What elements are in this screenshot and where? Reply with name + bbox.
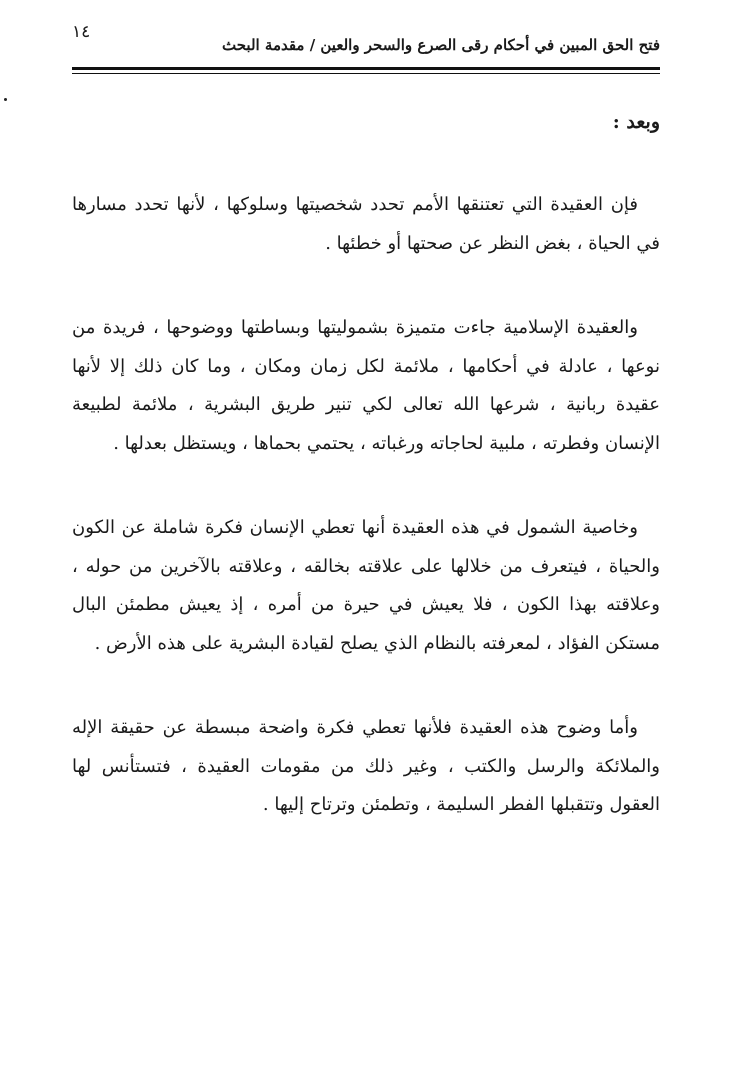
paragraph: فإن العقيدة التي تعتنقها الأمم تحدد شخصيتها وسلوكها ، لأنها تحدد مسارها في الحياة ، بغض النظر عن صحتها أو خطئها . [72, 194, 660, 254]
header-rule-thick [72, 67, 660, 70]
page-number: ١٤ [72, 22, 91, 42]
page-body [72, 104, 660, 871]
running-title: فتح الحق المبين في أحكام رقى الصرع والسحر والعين / مقدمة البحث [222, 36, 660, 54]
header-rule-thin [72, 73, 660, 74]
page-header [72, 22, 660, 66]
margin-speck [4, 98, 7, 101]
paragraph: والعقيدة الإسلامية جاءت متميزة بشموليتها وبساطتها ووضوحها ، فريدة من نوعها ، عادلة في أحكامها ، ملائمة لكل زمان ومكان ، وما كان ذلك إلا لأنها عقيدة ربانية ، شرعها الله تعالى لكي تنير طريق البشرية ، ملائمة لطبيعة الإنسان وفطرته ، ملبية لحاجاته ورغباته ، يحتمي بحماها ، ويستظل بعدلها . [72, 317, 660, 454]
section-heading: وبعد : [612, 111, 660, 133]
paragraph: وأما وضوح هذه العقيدة فلأنها تعطي فكرة واضحة مبسطة عن حقيقة الإله والملائكة والرسل والكتب ، وغير ذلك من مقومات العقيدة ، فتستأنس لها العقول وتتقبلها الفطر السليمة ، وتطمئن وترتاح إليها . [72, 717, 660, 815]
paragraph: وخاصية الشمول في هذه العقيدة أنها تعطي الإنسان فكرة شاملة عن الكون والحياة ، فيتعرف من خلالها على علاقته بخالقه ، وعلاقته بالآخرين من حوله ، وعلاقته بهذا الكون ، فلا يعيش في حيرة من أمره ، إذ يعيش مطمئن البال مستكن الفؤاد ، لمعرفته بالنظام الذي يصلح لقيادة البشرية على هذه الأرض . [72, 517, 660, 654]
